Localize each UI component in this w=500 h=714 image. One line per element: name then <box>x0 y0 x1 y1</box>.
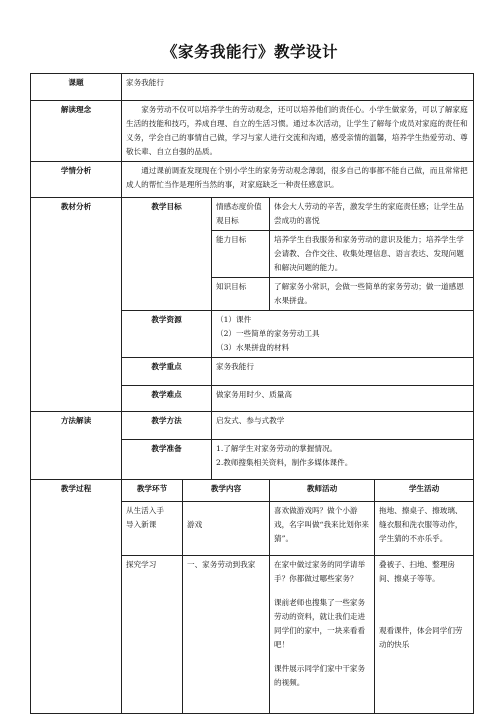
stage-cell: 探究学习 <box>122 556 183 714</box>
goal-text: 了解家务小常识，会做一些简单的家务劳动；做一道感恩水果拼盘。 <box>270 278 474 311</box>
goal-name: 能力目标 <box>212 231 270 278</box>
prep-item: 1.了解学生对家务劳动的掌握情况。 <box>216 444 338 453</box>
process-label: 教学过程 <box>31 480 122 714</box>
content-cell: 一、家务劳动到我家 <box>183 556 270 714</box>
goals-label: 教学目标 <box>122 198 212 311</box>
prep-item: 2.教师搜集相关资料，制作多媒体课件。 <box>216 458 353 467</box>
content-cell <box>183 502 270 556</box>
situation-row <box>31 162 474 198</box>
stage-line: 从生活入手 <box>126 506 164 515</box>
student-activity: 叠被子、扫地、整理房间、擦桌子等等。 <box>379 560 455 583</box>
content-text: 游戏 <box>187 520 203 529</box>
approach-value: 启发式、参与式教学 <box>212 412 474 440</box>
process-header-row <box>31 480 474 502</box>
header-content: 教学内容 <box>183 480 270 502</box>
resource-item: （3）水果拼盘的材料 <box>216 343 290 352</box>
topic-value: 家务我能行 <box>122 74 474 101</box>
concept-label: 解读理念 <box>31 101 122 162</box>
header-teacher: 教师活动 <box>270 480 375 502</box>
key-label: 教学重点 <box>122 358 212 386</box>
goal-name: 知识目标 <box>212 278 270 311</box>
approach-row <box>31 412 474 440</box>
goal-name: 情感态度价值观目标 <box>212 198 270 231</box>
lesson-plan-table <box>30 73 474 714</box>
difficulty-label: 教学难点 <box>122 386 212 412</box>
student-cell: 拖地、擦桌子、擦玻璃、缝衣服和洗衣服等动作，学生猜的不亦乐乎。 <box>375 502 474 556</box>
approach-label: 教学方法 <box>122 412 212 440</box>
teacher-activity: 在家中做过家务的同学请举手？你都做过哪些家务？ <box>274 560 366 583</box>
teacher-activity: 课前老师也搜集了一些家务劳动的资料，就让我们走进同学们的家中，一块来看看吧！ <box>274 598 366 649</box>
goal-row-emotion <box>31 198 474 231</box>
topic-label: 课题 <box>31 74 122 101</box>
goal-text: 体会大人劳动的辛苦，激发学生的家庭责任感；让学生品尝成功的喜悦 <box>270 198 474 231</box>
header-stage: 教学环节 <box>122 480 183 502</box>
prep-list <box>212 440 474 480</box>
teacher-activity: 课件展示同学们家中干家务的视频。 <box>274 664 366 687</box>
concept-text: 家务劳动不仅可以培养学生的劳动观念，还可以培养他们的责任心。小学生做家务，可以了解家庭生活的技能和技巧，养成自理、自立的生活习惯。通过本次活动，让学生了解每个成员对家庭的责任和义务，学会自己的事情自己做，学习与家人进行交流和沟通，感受亲情的温馨，培养学生热爱劳动、尊敬长辈、自立自强的品质。 <box>126 105 468 156</box>
prep-label: 教学准备 <box>122 440 212 480</box>
teacher-cell <box>270 556 375 714</box>
material-label: 教材分析 <box>31 198 122 412</box>
resource-item: （1）课件 <box>216 315 252 324</box>
situation-label: 学情分析 <box>31 162 122 198</box>
stage-cell <box>122 502 183 556</box>
student-activity: 观看课件，体会同学们劳动的快乐 <box>379 626 463 649</box>
page-title: 《家务我能行》教学设计 <box>161 42 338 61</box>
difficulty-value: 做家务用时少、质量高 <box>212 386 474 412</box>
teacher-cell: 喜欢做游戏吗？做个小游戏，名字叫做“我来比划你来猜”。 <box>270 502 375 556</box>
resources-label: 教学资源 <box>122 311 212 358</box>
student-cell <box>375 556 474 714</box>
header-student: 学生活动 <box>375 480 474 502</box>
resource-item: （2）一些简单的家务劳动工具 <box>216 329 320 338</box>
goal-text: 培养学生自我服务和家务劳动的意识及能力；培养学生学会请教、合作交往、收集处理信息、语言表达、发现问题和解决问题的能力。 <box>270 231 474 278</box>
stage-line: 导入新课 <box>126 520 157 529</box>
concept-row <box>31 101 474 162</box>
situation-text: 通过课前调查发现现在个别小学生的家务劳动观念薄弱，很多自己的事都不能自己做，而且常常把成人的帮忙当作是理所当然的事，对家庭缺乏一种责任感意识。 <box>126 166 468 189</box>
method-label: 方法解读 <box>31 412 122 480</box>
key-value: 家务我能行 <box>212 358 474 386</box>
resources-list <box>212 311 474 358</box>
topic-row <box>31 74 474 101</box>
